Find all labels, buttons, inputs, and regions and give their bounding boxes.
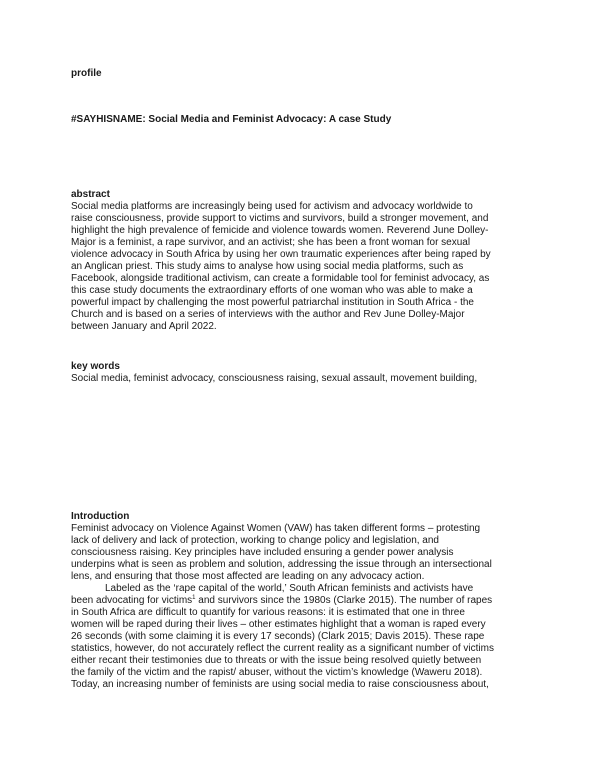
abstract-line: this case study documents the extraordinary efforts of one woman who was able to make a bbox=[71, 285, 473, 296]
intro-line: Feminist advocacy on Violence Against Women (VAW) has taken different forms – protesting bbox=[71, 523, 481, 534]
intro-text: been advocating for victims bbox=[71, 595, 193, 606]
introduction-heading: Introduction bbox=[71, 511, 130, 522]
intro-line: underpins what is seen as problem and solution, addressing the issue through an intersectional bbox=[71, 559, 492, 570]
intro-line: the family of the victim and the rapist/ abuser, without the victim’s knowledge (Waweru 2018). bbox=[71, 667, 483, 678]
abstract-line: raise consciousness, provide support to victims and survivors, build a stronger movement, and bbox=[71, 213, 489, 224]
intro-line: Today, an increasing number of feminists are using social media to raise consciousness about, bbox=[71, 679, 489, 690]
intro-line: either recant their testimonies due to threats or with the issue being resolved quietly between bbox=[71, 655, 482, 666]
intro-line: lack of delivery and lack of protection, working to change policy and legislation, and bbox=[71, 535, 439, 546]
introduction-paragraph-1 bbox=[71, 523, 533, 691]
keywords-line: Social media, feminist advocacy, consciousness raising, sexual assault, movement building, bbox=[71, 373, 478, 384]
intro-line bbox=[71, 595, 533, 607]
abstract-line: Social media platforms are increasingly being used for activism and advocacy worldwide to bbox=[71, 201, 473, 212]
intro-line: consciousness raising. Key principles have included ensuring a gender power analysis bbox=[71, 547, 454, 558]
intro-line: lens, and ensuring that those most affected are leading on any advocacy action. bbox=[71, 571, 425, 582]
footnote-marker[interactable]: 1 bbox=[192, 595, 196, 601]
paper-title: #SAYHISNAME: Social Media and Feminist Advocacy: A case Study bbox=[71, 114, 392, 125]
abstract-line: Major is a feminist, a rape survivor, and an activist; she has been a front woman for sexual bbox=[71, 237, 471, 248]
abstract-text bbox=[71, 201, 533, 333]
intro-line: women will be raped during their lives – other estimates highlight that a woman is raped every bbox=[71, 619, 486, 630]
keywords-text bbox=[71, 373, 533, 385]
abstract-line: an Anglican priest. This study aims to analyse how using social media platforms, such as bbox=[71, 261, 464, 272]
intro-text: and survivors since the 1980s (Clarke 2015). The number of rapes bbox=[195, 595, 493, 606]
intro-line: statistics, however, do not accurately reflect the current reality as a significant number of victims bbox=[71, 643, 494, 654]
section-label: profile bbox=[71, 68, 102, 79]
abstract-line: powerful impact by challenging the most powerful patriarchal institution in South Africa - the bbox=[71, 297, 474, 308]
abstract-line: violence advocacy in South Africa by using her own traumatic experiences after being raped by bbox=[71, 249, 491, 260]
intro-line: Labeled as the ‘rape capital of the world,’ South African feminists and activists have bbox=[105, 583, 474, 594]
abstract-line: Church and is based on a series of interviews with the author and Rev June Dolley-Major bbox=[71, 309, 465, 320]
abstract-line: Facebook, alongside traditional activism, can create a formidable tool for feminist advocacy, as bbox=[71, 273, 490, 284]
abstract-heading: abstract bbox=[71, 189, 110, 200]
abstract-line: highlight the high prevalence of femicide and violence towards women. Reverend June Dolley- bbox=[71, 225, 489, 236]
intro-line: in South Africa are difficult to quantify for various reasons: it is estimated that one in three bbox=[71, 607, 465, 618]
intro-line: 26 seconds (with some claiming it is every 17 seconds) (Clark 2015; Davis 2015). These rape bbox=[71, 631, 485, 642]
abstract-line: between January and April 2022. bbox=[71, 321, 217, 332]
keywords-heading: key words bbox=[71, 361, 120, 372]
